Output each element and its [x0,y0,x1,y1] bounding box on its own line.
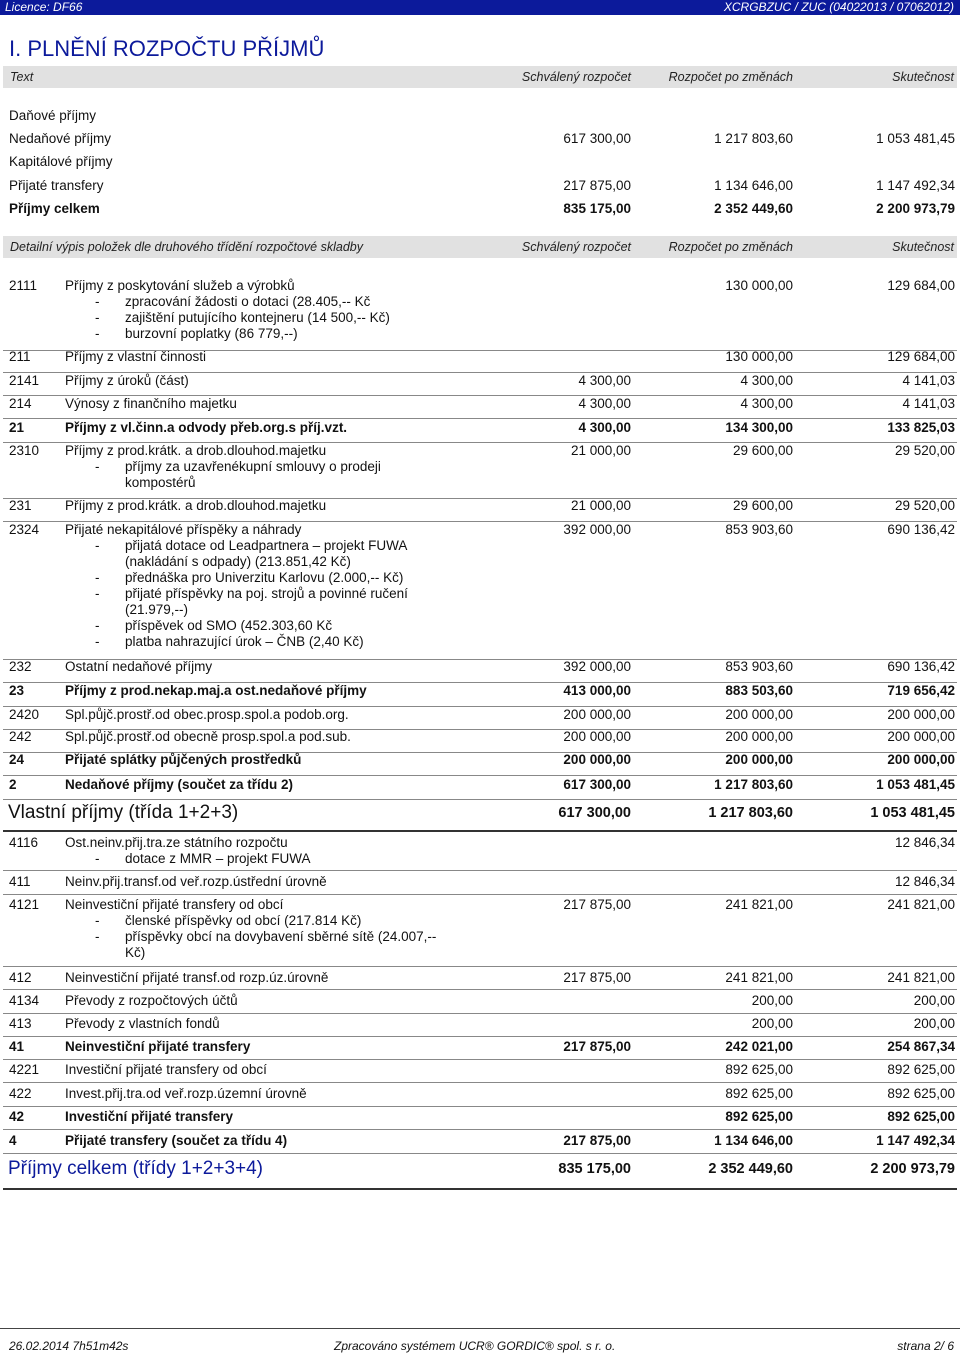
bullet-dash: - [95,851,100,866]
summary-header [3,66,957,88]
bullet-dash: - [95,634,100,649]
value-rozpocet: 241 821,00 [725,897,793,912]
sub-item-text: přednáška pro Univerzitu Karlovu (2.000,-- Kč) [125,570,404,585]
value-skutecnost: 4 141,03 [902,373,955,388]
grand-total-value: 1 217 803,60 [708,805,793,821]
sub-item-text: příjmy za uzavřenékupní smlouvy o prodeji kompostérů [125,459,381,490]
value-rozpocet: 4 300,00 [740,396,793,411]
value-skutecnost: 200 000,00 [887,729,955,744]
summary-value: 1 147 492,34 [876,178,955,193]
item-code: 2420 [9,707,40,722]
value-skutecnost: 200 000,00 [887,752,955,767]
item-code: 4 [9,1133,17,1148]
grand-total-value: 2 352 449,60 [708,1161,793,1177]
item-description: Příjmy z vlastní činnosti [65,349,207,364]
item-code: 232 [9,659,32,674]
sub-item-text: členské příspěvky od obcí (217.814 Kč) [125,913,362,928]
sub-item-text: dotace z MMR – projekt FUWA [125,851,311,866]
item-code: 413 [9,1016,32,1031]
item-description: Příjmy z vl.činn.a odvody přeb.org.s příj.vzt. [65,420,348,435]
bullet-dash: - [95,310,100,325]
value-skutecnost: 241 821,00 [887,970,955,985]
row-separator [3,966,957,967]
sub-item-text: přijatá dotace od Leadpartnera – projekt FUWA (nakládání s odpady) (213.851,42 Kč) [125,538,407,569]
grand-total-label: Příjmy celkem (třídy 1+2+3+4) [8,1158,264,1179]
value-skutecnost: 1 053 481,45 [876,777,955,792]
item-description: Převody z rozpočtových účtů [65,993,238,1008]
grand-total-label: Vlastní příjmy (třída 1+2+3) [8,802,239,823]
sub-item-text: přijaté příspěvky na poj. strojů a povinné ručení (21.979,--) [125,586,408,617]
col-text: Text [10,70,34,84]
item-code: 4121 [9,897,40,912]
value-schvaleny: 200 000,00 [563,707,631,722]
value-rozpocet: 853 903,60 [725,522,793,537]
item-code: 231 [9,498,32,513]
value-skutecnost: 200,00 [913,993,955,1008]
item-code: 4134 [9,993,40,1008]
value-schvaleny: 413 000,00 [563,683,631,698]
item-code: 214 [9,396,32,411]
item-description: Nedaňové příjmy (součet za třídu 2) [65,777,294,792]
summary-value: 1 053 481,45 [876,131,955,146]
summary-label: Přijaté transfery [9,178,104,193]
row-separator [3,1188,957,1190]
value-skutecnost: 1 147 492,34 [876,1133,955,1148]
item-code: 2111 [9,278,38,293]
value-skutecnost: 200,00 [913,1016,955,1031]
row-separator [3,1036,957,1037]
row-separator [3,1129,957,1130]
row-separator [3,799,957,800]
bullet-dash: - [95,570,100,585]
item-description: Přijaté nekapitálové příspěky a náhrady [65,522,302,537]
value-schvaleny: 200 000,00 [563,752,631,767]
value-schvaleny: 4 300,00 [578,420,631,435]
sub-item-text: zajištění putujícího kontejneru (14 500,-- Kč) [125,310,390,325]
value-schvaleny: 4 300,00 [578,396,631,411]
item-code: 4221 [9,1062,40,1077]
value-schvaleny: 392 000,00 [563,659,631,674]
summary-label: Příjmy celkem [9,201,100,216]
value-skutecnost: 4 141,03 [902,396,955,411]
value-rozpocet: 200 000,00 [725,729,793,744]
value-skutecnost: 29 520,00 [894,443,955,458]
value-schvaleny: 217 875,00 [563,1039,631,1054]
value-skutecnost: 12 846,34 [894,874,955,889]
value-skutecnost: 690 136,42 [887,659,955,674]
item-description: Ost.neinv.přij.tra.ze státního rozpočtu [65,835,288,850]
item-code: 422 [9,1086,32,1101]
bullet-dash: - [95,586,100,601]
item-description: Převody z vlastních fondů [65,1016,220,1031]
row-separator [3,1059,957,1060]
row-separator [3,1013,957,1014]
item-description: Investiční přijaté transfery [65,1109,234,1124]
sub-item-text: burzovní poplatky (86 779,--) [125,326,298,341]
summary-label: Nedaňové příjmy [9,131,112,146]
item-description: Investiční přijaté transfery od obcí [65,1062,267,1077]
item-code: 211 [9,349,31,364]
licence-label: Licence: DF66 [5,0,83,14]
summary-value: 1 134 646,00 [714,178,793,193]
value-rozpocet: 29 600,00 [732,443,793,458]
value-skutecnost: 200 000,00 [887,707,955,722]
item-code: 4116 [9,835,39,850]
item-description: Příjmy z prod.krátk. a drob.dlouhod.majetku [65,443,327,458]
value-skutecnost: 133 825,03 [887,420,955,435]
item-code: 411 [9,874,31,889]
footer-page: strana 2/ 6 [897,1339,954,1353]
item-description: Spl.půjč.prostř.od obecně prosp.spol.a pod.sub. [65,729,351,744]
top-bar [0,0,960,15]
bullet-dash: - [95,913,100,928]
item-description: Neinvestiční přijaté transfery od obcí [65,897,284,912]
summary-row [0,108,960,128]
row-separator [3,775,957,776]
item-code: 21 [9,420,25,435]
item-description: Spl.půjč.prostř.od obec.prosp.spol.a podob.org. [65,707,349,722]
value-rozpocet: 1 134 646,00 [714,1133,793,1148]
value-skutecnost: 129 684,00 [887,349,955,364]
item-description: Přijaté transfery (součet za třídu 4) [65,1133,288,1148]
bullet-dash: - [95,294,100,309]
value-schvaleny: 217 875,00 [563,897,631,912]
value-rozpocet: 883 503,60 [725,683,793,698]
item-description: Příjmy z úroků (část) [65,373,189,388]
col-skutecnost: Skutečnost [892,70,954,84]
value-schvaleny: 217 875,00 [563,1133,631,1148]
item-code: 242 [9,729,32,744]
value-rozpocet: 130 000,00 [725,349,793,364]
col-rozpocet: Rozpočet po změnách [668,240,793,254]
bullet-dash: - [95,929,100,944]
value-schvaleny: 21 000,00 [570,443,631,458]
page-title: I. PLNĚNÍ ROZPOČTU PŘÍJMŮ [9,36,325,61]
col-schvaleny: Schválený rozpočet [521,70,631,84]
bullet-dash: - [95,538,100,553]
col-rozpocet: Rozpočet po změnách [668,70,793,84]
value-schvaleny: 392 000,00 [563,522,631,537]
sub-item-text: zpracování žádosti o dotaci (28.405,-- Kč [125,294,371,309]
value-rozpocet: 853 903,60 [725,659,793,674]
summary-row [0,154,960,174]
bullet-dash: - [95,618,100,633]
item-description: Ostatní nedaňové příjmy [65,659,213,674]
value-schvaleny: 217 875,00 [563,970,631,985]
value-rozpocet: 200,00 [751,993,793,1008]
item-description: Invest.přij.tra.od veř.rozp.územní úrovně [65,1086,307,1101]
summary-row [0,131,960,151]
value-skutecnost: 254 867,34 [887,1039,955,1054]
item-code: 24 [9,752,25,767]
item-description: Přijaté splátky půjčených prostředků [65,752,302,767]
value-rozpocet: 200 000,00 [725,707,793,722]
item-description: Příjmy z prod.krátk. a drob.dlouhod.majetku [65,498,327,513]
grand-total-value: 617 300,00 [558,805,631,821]
value-skutecnost: 892 625,00 [887,1109,955,1124]
row-separator [3,418,957,419]
item-description: Neinv.přij.transf.od veř.rozp.ústřední úrovně [65,874,327,889]
value-rozpocet: 242 021,00 [725,1039,793,1054]
value-skutecnost: 12 846,34 [894,835,955,850]
summary-value: 2 352 449,60 [714,201,793,216]
value-rozpocet: 29 600,00 [732,498,793,513]
row-separator [3,1153,957,1154]
summary-row [0,178,960,198]
value-rozpocet: 892 625,00 [725,1109,793,1124]
bullet-dash: - [95,459,100,474]
value-skutecnost: 29 520,00 [894,498,955,513]
value-schvaleny: 617 300,00 [563,777,631,792]
value-rozpocet: 892 625,00 [725,1062,793,1077]
value-rozpocet: 241 821,00 [725,970,793,985]
value-skutecnost: 690 136,42 [887,522,955,537]
value-schvaleny: 4 300,00 [578,373,631,388]
value-schvaleny: 200 000,00 [563,729,631,744]
value-rozpocet: 892 625,00 [725,1086,793,1101]
value-skutecnost: 892 625,00 [887,1086,955,1101]
row-separator [3,830,957,832]
value-schvaleny: 21 000,00 [570,498,631,513]
footer-date: 26.02.2014 7h51m42s [9,1339,129,1353]
grand-total-value: 1 053 481,45 [870,805,955,821]
grand-total-value: 2 200 973,79 [870,1161,955,1177]
row-separator [3,989,957,990]
summary-label: Daňové příjmy [9,108,97,123]
grand-total-value: 835 175,00 [558,1161,631,1177]
summary-value: 2 200 973,79 [876,201,955,216]
row-separator [3,870,957,871]
sub-item-text: příspěvky obcí na dovybavení sběrné sítě (24.007,-- Kč) [125,929,437,960]
item-description: Příjmy z poskytování služeb a výrobků [65,278,295,293]
row-separator [3,894,957,895]
value-skutecnost: 719 656,42 [887,683,955,698]
value-rozpocet: 134 300,00 [725,420,793,435]
value-rozpocet: 130 000,00 [725,278,793,293]
summary-value: 617 300,00 [563,131,631,146]
value-skutecnost: 129 684,00 [887,278,955,293]
summary-value: 217 875,00 [563,178,631,193]
row-separator [3,1106,957,1107]
summary-label: Kapitálové příjmy [9,154,113,169]
value-rozpocet: 4 300,00 [740,373,793,388]
value-rozpocet: 1 217 803,60 [714,777,793,792]
item-code: 2310 [9,443,40,458]
item-code: 2141 [9,373,40,388]
value-rozpocet: 200 000,00 [725,752,793,767]
item-description: Výnosy z finančního majetku [65,396,237,411]
col-skutecnost: Skutečnost [892,240,954,254]
detail-header [3,236,957,258]
item-description: Neinvestiční přijaté transfery [65,1039,251,1054]
document-code: XCRGBZUC / ZUC (04022013 / 07062012) [723,0,954,14]
item-code: 42 [9,1109,25,1124]
item-code: 412 [9,970,32,985]
col-schvaleny: Schválený rozpočet [521,240,631,254]
value-skutecnost: 241 821,00 [887,897,955,912]
row-separator [3,1082,957,1083]
item-description: Neinvestiční přijaté transf.od rozp.úz.úrovně [65,970,329,985]
item-code: 23 [9,683,25,698]
col-text: Detailní výpis položek dle druhového třídění rozpočtové skladby [10,240,363,254]
sub-item-text: platba nahrazující úrok – ČNB (2,40 Kč) [125,634,364,649]
item-description: Příjmy z prod.nekap.maj.a ost.nedaňové příjmy [65,683,367,698]
footer [0,1328,960,1353]
item-code: 41 [9,1039,25,1054]
summary-value: 835 175,00 [563,201,631,216]
bullet-dash: - [95,326,100,341]
sub-item-text: příspěvek od SMO (452.303,60 Kč [125,618,333,633]
summary-value: 1 217 803,60 [714,131,793,146]
item-code: 2 [9,777,17,792]
value-rozpocet: 200,00 [751,1016,793,1031]
item-code: 2324 [9,522,40,537]
value-skutecnost: 892 625,00 [887,1062,955,1077]
summary-total-row [0,201,960,221]
footer-system: Zpracováno systémem UCR® GORDIC® spol. s r. o. [334,1339,616,1353]
